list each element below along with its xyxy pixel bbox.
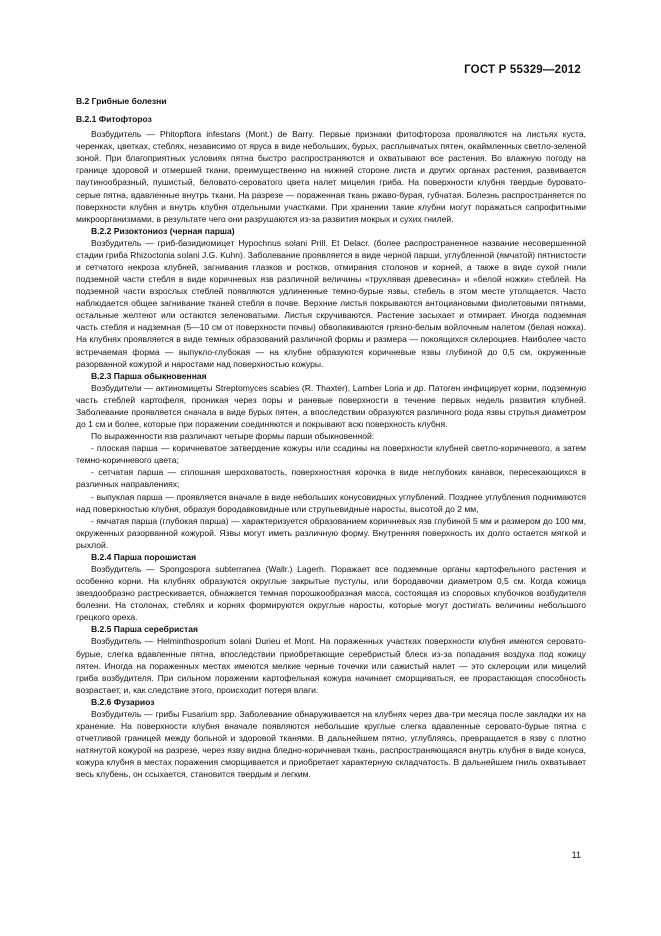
standard-header: ГОСТ Р 55329—2012 (464, 64, 581, 76)
section-b24-paragraph: Возбудитель — Spongospora subterranea (Wallr.) Lagerh. Поражает все подземные органы картофельного растения и особенно корни. На клубнях образуются округлые закрытые пустулы, или бородавочки диаметром 0,5 см. Когда кожица звездообразно растрескивается, обнажается темная порошкообразная масса, состоящая из споровых клубочков возбудителя болезни. На столонах, стеблях и корнях формируются округлые наросты, которые могут достигать величины небольшого грецкого ореха. (76, 563, 586, 623)
document-body (76, 95, 586, 780)
section-b25-title: В.2.5 Парша серебристая (91, 624, 198, 635)
section-b22-title: В.2.2 Ризоктониоз (черная парша) (91, 225, 235, 236)
section-b21-paragraph: Возбудитель — Phitopftora infestans (Mont.) de Barry. Первые признаки фитофтороза проявляются на листьях куста, черенках, цветках, стеблях, независимо от яруса в виде небольших, бурых, расплывчатых пятен, окаймленных светло-зеленой зоной. При благоприятных условиях пятна быстро распространяются и охватывают все растения. Во влажную погоду на границе здоровой и отмершей ткани, преимущественно на нижней стороне листа и других органах растения, развивается паутинообразный, пушистый, беловато-сероватого цвета налет мицелия гриба. На поверхности клубня твердые буровато-серые пятна, вдавленные внутрь ткани. На разрезе — пораженная ткань ржаво-бурая, губчатая. Болезнь распространяется по поверхности клубня и внутрь клубня отдельными участками. При хранении такие клубни могут поражаться сапрофитными микроорганизмами, в результате чего они разрушаются из-за развития мокрых и сухих гнилей. (76, 129, 586, 224)
section-b26-title: В.2.6 Фузариоз (91, 696, 155, 707)
page-number: 11 (571, 850, 581, 860)
list-item: - плоская парша — коричневатое затвердение кожуры или ссадины на поверхности клубней светло-коричневого, а затем темно-коричневого цвета; (76, 443, 586, 466)
section-b24-title: В.2.4 Парша порошистая (91, 551, 197, 562)
section-b21-title: В.2.1 Фитофтороз (76, 114, 152, 125)
section-b26-paragraph: Возбудитель — грибы Fusarium spp. Заболевание обнаруживается на клубнях через два-три месяца после закладки их на хранение. На поверхности клубня вначале появляются небольшие круглые слегка вдавленные серовато-бурые пятна с отчетливой границей между больной и здоровой тканями. В дальнейшем пятно, углубляясь, превращается в язву с плотно натянутой кожурой на разрезе, через язву видна бледно-коричневая ткань, распространяющаяся внутрь клубня в виде конуса, кожура клубня в местах поражения сморщивается и приобретает характерную складчатость. В дальнейшем гниль охватывает весь клубень, он ссыхается, становится твердым и легким. (76, 708, 586, 780)
section-b2-title: В.2 Грибные болезни (76, 96, 167, 106)
section-b23-intro: По выраженности язв различают четыре формы парши обыкновенной: (91, 431, 375, 442)
list-item: - выпуклая парша — проявляется вначале в виде небольших конусовидных углублений. Позднее углубления поднимаются над поверхностью клубня, образуя бородавковидные или струпьевидные наросты, высотой до 2 мм, (76, 491, 586, 514)
section-b23-title: В.2.3 Парша обыкновенная (91, 370, 207, 381)
section-b23-paragraph: Возбудители — актиномицеты Streptomyces scabies (R. Thaxter), Lamber Loria и др. Патоген инфицирует корни, подземную часть стеблей картофеля, проникая через поры и раневые поверхности в течение первых недель развития клубней. Заболевание проявляется сначала в виде бурых пятен, а впоследствии образуются различного рода язвы струпья диаметром до 1 см и более, которые при поражении соединяются и покрывают всю поверхность клубня. (76, 382, 586, 430)
section-b25-paragraph: Возбудитель — Helminthosporium solani Durieu et Mont. На пораженных участках поверхности клубня имеются серовато-бурые, слегка вдавленные пятна, впоследствии приобретающие серебристый блеск из-за попадания воздуха под кожицу пятен. Иногда на пораженных местах имеются мелкие черные точечки или сажистый налет — это склероции или мицелий гриба возбудителя. При сильном поражении картофельная кожура начинает сморщиваться, ее прорастающая способность возрастает, и, как следствие этого, происходит потеря влаги. (76, 636, 586, 695)
section-b22-paragraph: Возбудитель — гриб-базидиомицет Hypochnus solani Prill. Et Delacr. (более распространенное название несовершенной стадии гриба Rhizoctonia solani J.G. Kuhn). Заболевание проявляется в виде черной парши, углубленной (ямчатой) пятнистости и сетчатого некроза клубней, загнивания глазков и ростков, отмирания столонов и корней, а также в виде сухой гнили подземной части стебля в виде коричневых язв различной величины «трухлявая древесина» и «белой ножки» стеблей. На подземной части взрослых стеблей появляются удлиненные темно-бурые язвы, стебель в этом месте утолщается. Часто наблюдается общее загнивание тканей стебля в почве. Верхние листья покрываются антоциановыми фиолетовыми пятнами, остальные желтеют или остаются зеленоватыми. Листья скручиваются. Растение засыхает и отмирает. Иногда подземная часть стебля и надземная (5—10 см от поверхности почвы) обволакиваются грязно-белым войлочным налетом (белая ножка). На клубнях проявляется в виде темных образований различной формы и размера — покоящихся склероциев. Наиболее часто встречаемая форма — выпукло-глубокая — на клубне образуются коричневые язвы глубиной до 0,5 см, окруженные разорванной кожурой и наростами над поверхностью кожуры. (76, 237, 586, 369)
list-item: - ямчатая парша (глубокая парша) — характеризуется образованием коричневых язв глубиной 5 мм и размером до 100 мм, окруженных разорванной кожурой. Язвы могут иметь различную форму. Внутренняя поверхность их долго остается мягкой и рыхлой. (76, 515, 586, 550)
list-item: - сетчатая парша — сплошная шероховатость, поверхностная корочка в виде неглубоких канавок, пересекающихся в различных направлениях; (76, 467, 586, 490)
